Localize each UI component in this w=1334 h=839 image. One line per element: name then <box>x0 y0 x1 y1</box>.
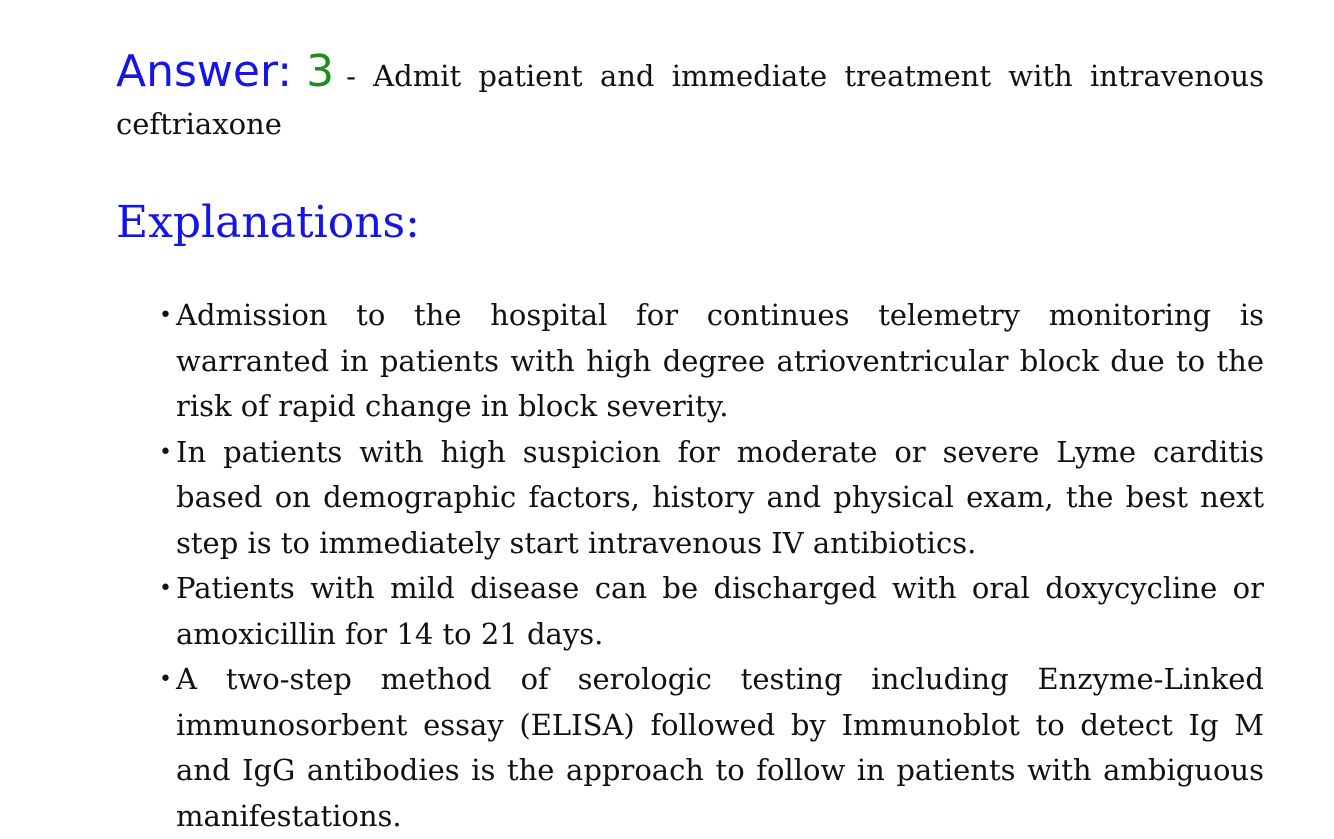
explanation-item <box>159 293 1264 430</box>
answer-text: - Admit patient and immediate treatment with intravenous ceftriaxone <box>116 59 1264 141</box>
document-page <box>116 48 1264 839</box>
answer-line <box>116 48 1264 148</box>
explanation-item <box>159 657 1264 839</box>
explanations-list <box>116 293 1264 839</box>
answer-number: 3 <box>306 46 335 97</box>
answer-label: Answer: <box>116 46 293 97</box>
explanations-heading: Explanations: <box>116 197 420 248</box>
explanation-text: Admission to the hospital for continues telemetry monitoring is warranted in patients with high degree atrioventricular block due to the risk of rapid change in block severity. <box>176 298 1264 423</box>
bullet-icon: • <box>159 667 172 692</box>
bullet-icon: • <box>159 303 172 328</box>
explanation-item <box>159 430 1264 567</box>
explanation-text: A two-step method of serologic testing including Enzyme-Linked immunosorbent essay (ELISA) followed by Immunoblot to detect Ig M and IgG antibodies is the approach to follow in patients with ambiguous manifestations. <box>176 662 1264 833</box>
explanation-text: Patients with mild disease can be discharged with oral doxycycline or amoxicillin for 14 to 21 days. <box>176 571 1264 651</box>
explanation-text: In patients with high suspicion for moderate or severe Lyme carditis based on demographic factors, history and physical exam, the best next step is to immediately start intravenous IV antibiotics. <box>176 434 1264 560</box>
bullet-icon: • <box>159 576 172 601</box>
explanation-item <box>159 566 1264 657</box>
bullet-icon: • <box>159 439 172 465</box>
